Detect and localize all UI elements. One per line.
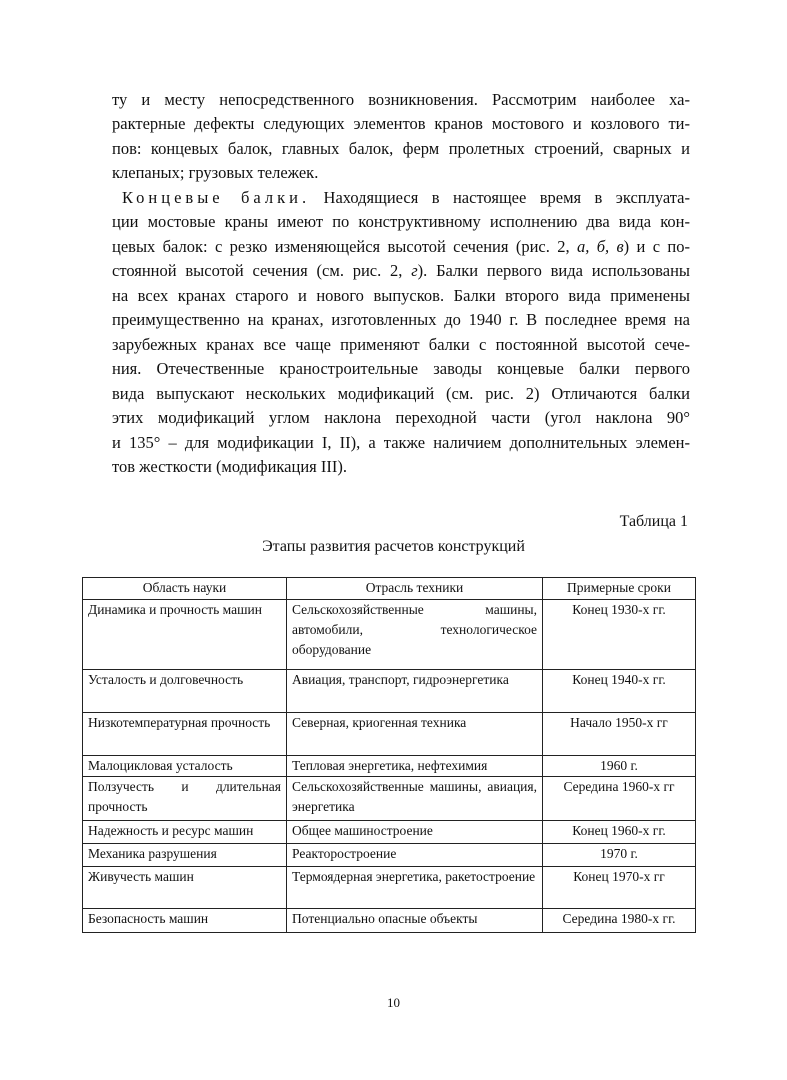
cell-science-area: Живучесть машин xyxy=(83,867,287,909)
cell-technology-branch: Авиация, транспорт, гидроэнергетика xyxy=(287,670,543,713)
cell-technology-branch: Тепловая энергетика, нефтехимия xyxy=(287,756,543,777)
table-title: Этапы развития расчетов конструкций xyxy=(262,538,525,555)
cell-period: Середина 1960-х гг xyxy=(543,777,696,821)
page-number: 10 xyxy=(387,995,400,1010)
table-row xyxy=(83,867,696,909)
cell-science-area: Безопасность машин xyxy=(83,909,287,933)
cell-science-area: Ползучесть и длительная прочность xyxy=(83,777,287,821)
cell-technology-branch: Сельскохозяйственные машины, авиация, энергетика xyxy=(287,777,543,821)
paragraph-line: и 135° – для модификации I, II), а также наличием дополнительных элемен- xyxy=(112,433,690,452)
cell-technology-branch: Северная, криогенная техника xyxy=(287,713,543,756)
figure-ref: г xyxy=(411,261,418,280)
table-row xyxy=(83,670,696,713)
paragraph-line xyxy=(112,237,690,257)
cell-period: Конец 1940-х гг. xyxy=(543,670,696,713)
table-row xyxy=(83,713,696,756)
cell-science-area: Надежность и ресурс машин xyxy=(83,821,287,844)
paragraph-line: тов жесткости (модификация III). xyxy=(112,457,347,476)
paragraph-line: клепаных; грузовых тележек. xyxy=(112,163,319,182)
paragraph-line: вида выпускают нескольких модификаций (см. рис. 2) Отличаются балки xyxy=(112,384,690,403)
cell-technology-branch: Сельскохозяйственные машины, автомобили, технологическое оборудование xyxy=(287,600,543,670)
paragraph-line: ния. Отечественные краностроительные заводы концевые балки первого xyxy=(112,359,690,378)
paragraph-line: этих модификаций углом наклона переходной части (угол наклона 90° xyxy=(112,408,690,427)
paragraph-line: преимущественно на кранах, изготовленных до 1940 г. В последнее время на xyxy=(112,310,690,329)
column-header: Область науки xyxy=(83,578,287,600)
cell-technology-branch: Потенциально опасные объекты xyxy=(287,909,543,933)
cell-technology-branch: Реакторостроение xyxy=(287,844,543,867)
section-heading: Концевые балки. xyxy=(122,188,311,207)
cell-period: Конец 1970-х гг xyxy=(543,867,696,909)
cell-period: Конец 1960-х гг. xyxy=(543,821,696,844)
stages-table xyxy=(82,577,696,933)
paragraph-line: ции мостовые краны имеют по конструктивному исполнению два вида кон- xyxy=(112,212,690,231)
text: стоянной высотой сечения (см. рис. 2, xyxy=(112,261,412,280)
paragraph-line: зарубежных кранах все чаще применяют балки с постоянной высотой сече- xyxy=(112,335,690,354)
table-row xyxy=(83,909,696,933)
table-header-row xyxy=(83,578,696,600)
cell-period: Начало 1950-х гг xyxy=(543,713,696,756)
table-row xyxy=(83,821,696,844)
cell-period: Середина 1980-х гг. xyxy=(543,909,696,933)
paragraph-line: рактерные дефекты следующих элементов кранов мостового и козлового ти- xyxy=(112,114,690,133)
cell-technology-branch: Общее машиностроение xyxy=(287,821,543,844)
table-row xyxy=(83,600,696,670)
paragraph-line: пов: концевых балок, главных балок, ферм пролетных строений, сварных и xyxy=(112,139,690,158)
text: ). Балки первого вида использованы xyxy=(417,261,690,280)
cell-period: 1970 г. xyxy=(543,844,696,867)
column-header: Отрасль техники xyxy=(287,578,543,600)
section-text: Находящиеся в настоящее время в эксплуата- xyxy=(310,188,690,207)
cell-science-area: Усталость и долговечность xyxy=(83,670,287,713)
text: ) и с по- xyxy=(623,237,690,256)
cell-science-area: Малоцикловая усталость xyxy=(83,756,287,777)
table-label: Таблица 1 xyxy=(619,513,688,530)
cell-period: Конец 1930-х гг. xyxy=(543,600,696,670)
column-header: Примерные сроки xyxy=(543,578,696,600)
table-row xyxy=(83,756,696,777)
table-row xyxy=(83,844,696,867)
section-first-line xyxy=(122,188,690,208)
paragraph-line: ту и месту непосредственного возникновения. Рассмотрим наиболее ха- xyxy=(112,90,690,109)
cell-technology-branch: Термоядерная энергетика, ракетостроение xyxy=(287,867,543,909)
paragraph-line xyxy=(112,261,690,281)
cell-science-area: Низкотемпературная прочность xyxy=(83,713,287,756)
table-row xyxy=(83,777,696,821)
cell-science-area: Динамика и прочность машин xyxy=(83,600,287,670)
figure-ref: а, б, в xyxy=(576,237,624,256)
text: цевых балок: с резко изменяющейся высотой сечения (рис. 2, xyxy=(112,237,577,256)
cell-period: 1960 г. xyxy=(543,756,696,777)
cell-science-area: Механика разрушения xyxy=(83,844,287,867)
paragraph-line: на всех кранах старого и нового выпусков. Балки второго вида применены xyxy=(112,286,690,305)
